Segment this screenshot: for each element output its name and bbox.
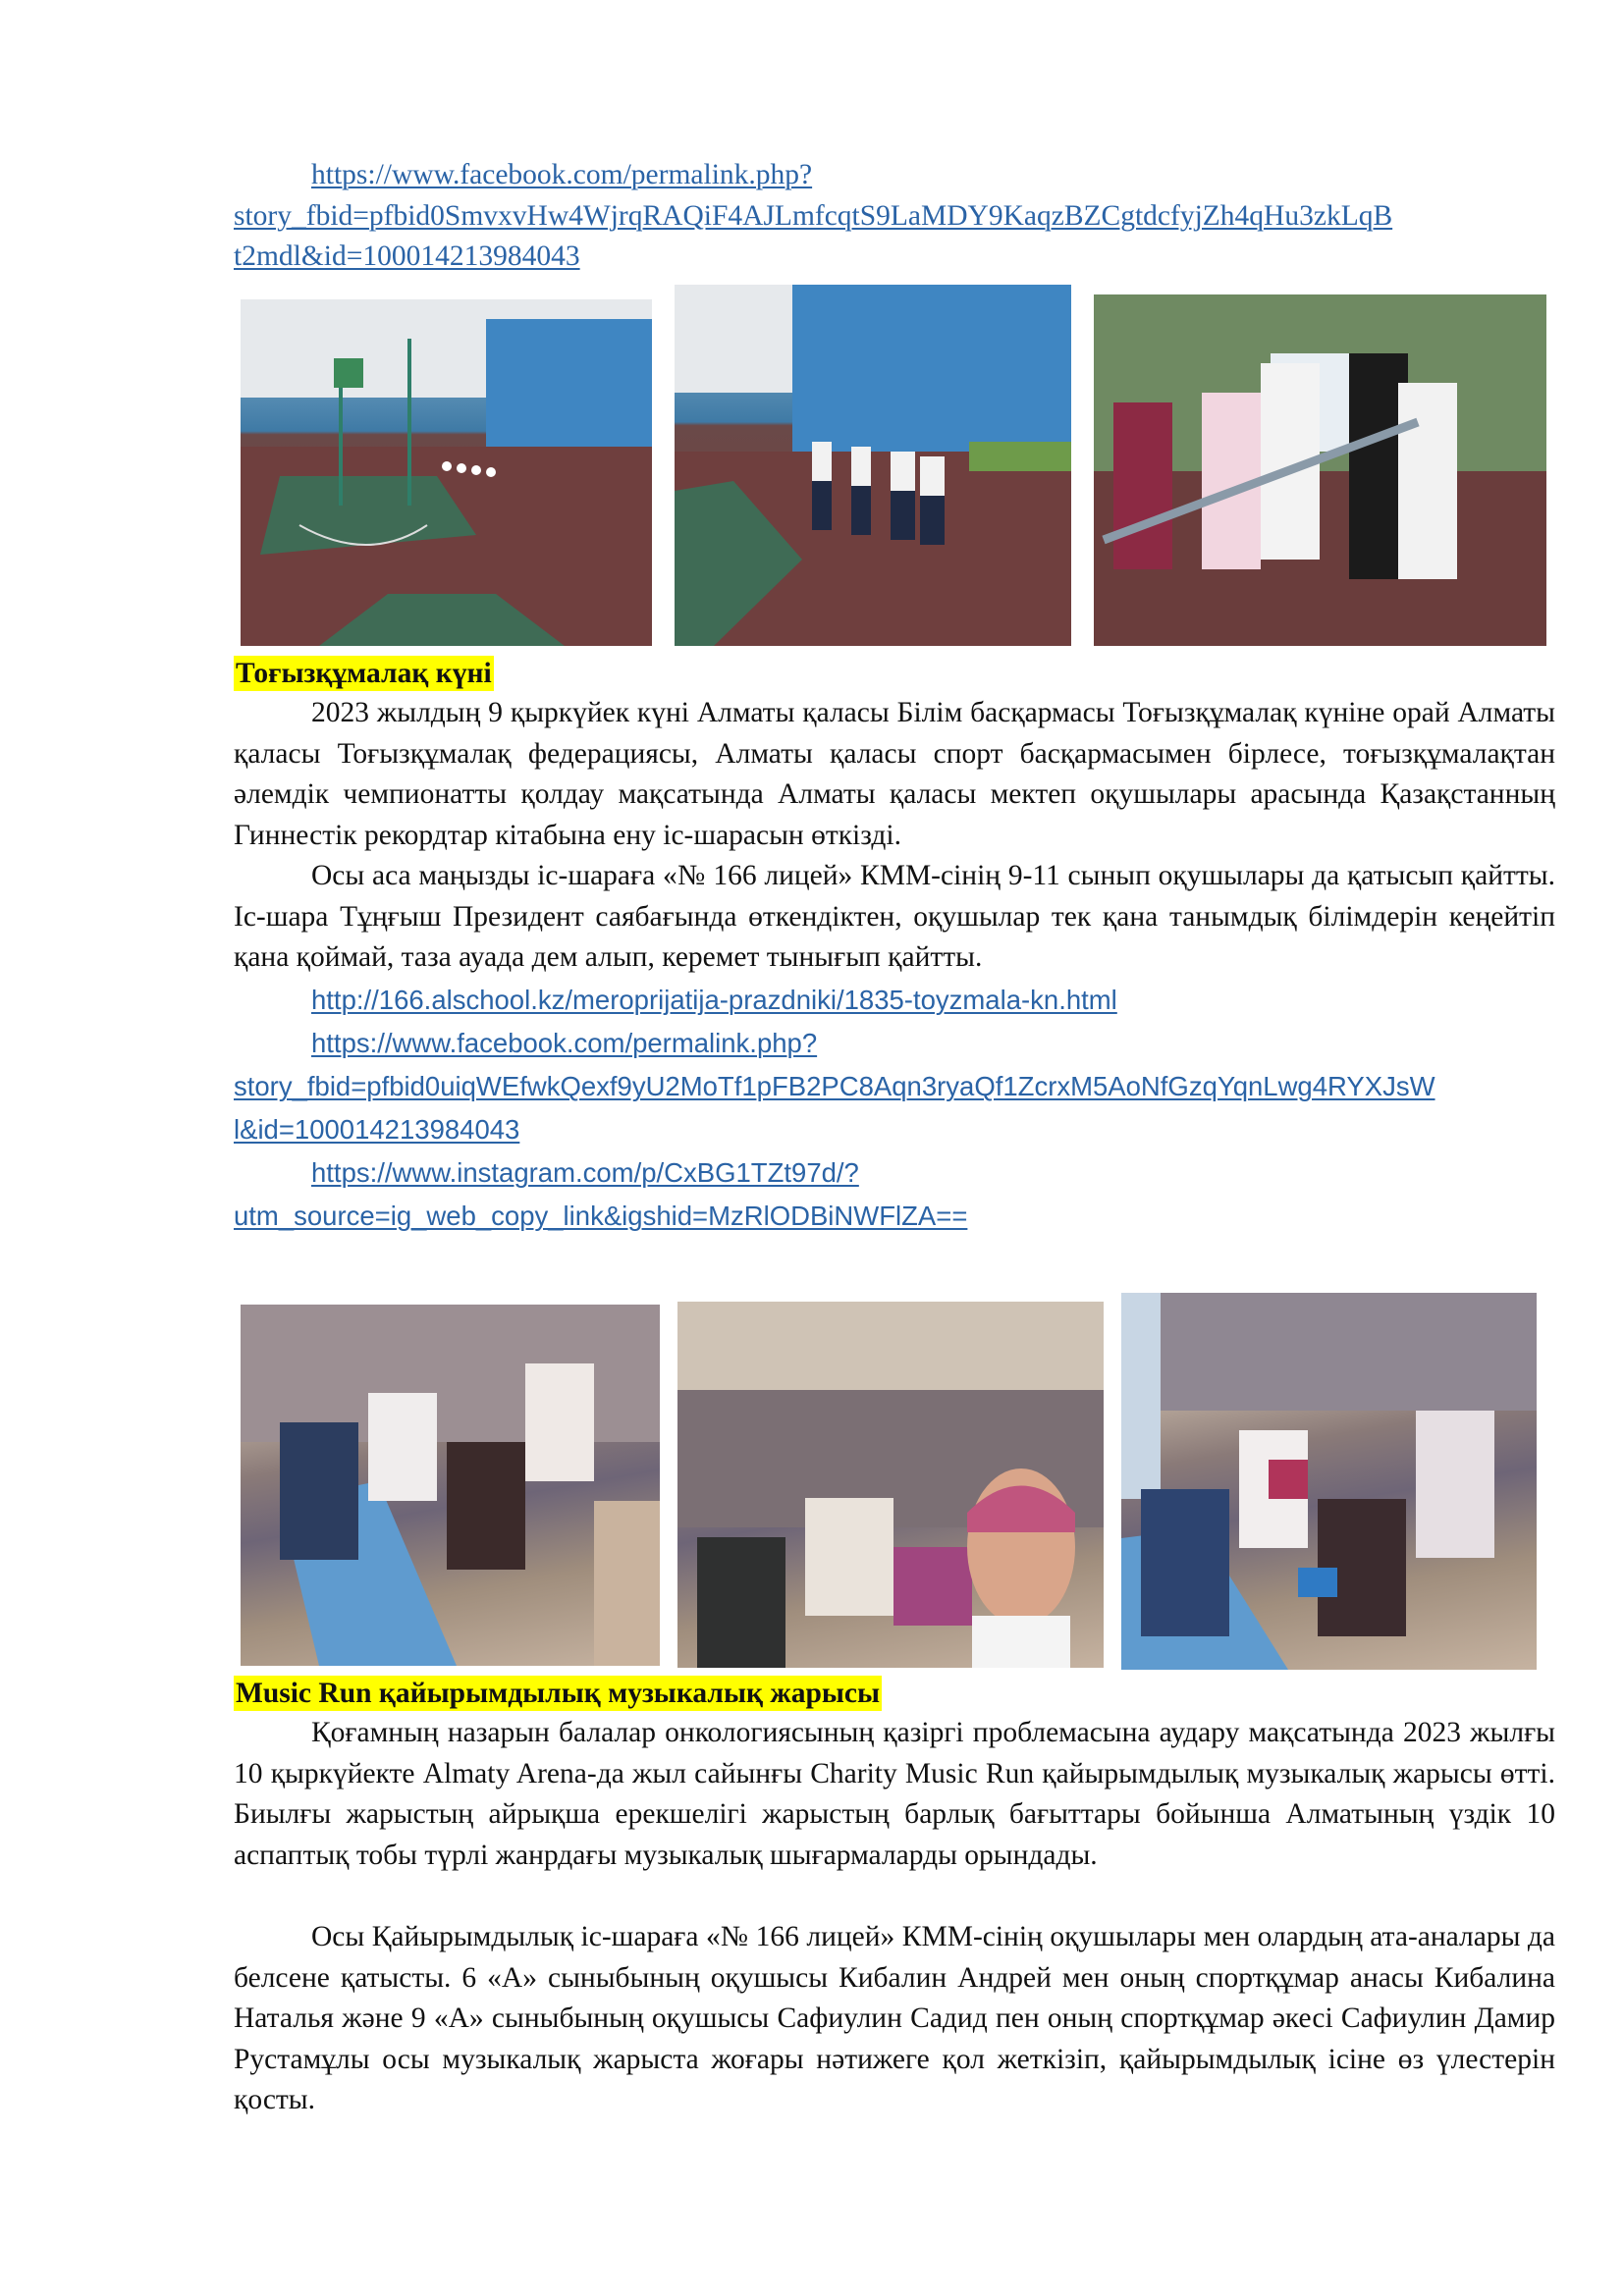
top-facebook-link-line3[interactable]: t2mdl&id=100014213984043	[234, 240, 580, 272]
facebook-link-line3[interactable]: l&id=100014213984043	[234, 1114, 520, 1145]
facebook-link-line1[interactable]: https://www.facebook.com/permalink.php?	[311, 1028, 818, 1058]
photo-court-tug-of-war-2	[675, 285, 1071, 646]
photo-music-run-selfie	[677, 1302, 1104, 1668]
photo-illustration	[1121, 1293, 1537, 1670]
instagram-link-line1[interactable]: https://www.instagram.com/p/CxBG1TZt97d/?	[311, 1157, 859, 1188]
section1-links	[234, 980, 1435, 1239]
section1-paragraph-2: Осы аса маңызды іс-шараға «№ 166 лицей» КММ-сінің 9-11 сынып оқушылары да қатысып қайтты. Іс-шара Тұңғыш Президент саябағында өткендіктен, оқушылар тек қана танымдық білімдерін кеңейтіп қана қоймай, таза ауада дем алып, керемет тынығып қайтты.	[234, 860, 1555, 973]
photo-illustration	[241, 1305, 660, 1666]
photo-music-run-3	[1121, 1293, 1537, 1670]
photo-illustration	[675, 285, 1071, 646]
top-facebook-link[interactable]	[234, 155, 1392, 278]
photo-music-run-1	[241, 1305, 660, 1666]
top-facebook-link-line2[interactable]: story_fbid=pfbid0SmvxvHw4WjrqRAQiF4AJLmfcqtS9LaMDY9KaqzBZCgtdcfyjZh4qHu3zkLqB	[234, 199, 1393, 232]
instagram-link-line2[interactable]: utm_source=ig_web_copy_link&igshid=MzRlODBiNWFlZA==	[234, 1201, 968, 1231]
photo-illustration	[1094, 294, 1546, 646]
photo-illustration	[677, 1302, 1104, 1668]
photo-court-tug-of-war-1	[241, 299, 652, 646]
section2-paragraph-2: Осы Қайырымдылық іс-шараға «№ 166 лицей» КММ-сінің оқушылары мен олардың ата-аналары да белсене қатысты. 6 «А» сыныбының оқушысы Кибалин Андрей мен оның спортқұмар анасы Кибалина Наталья және 9 «А» сыныбының оқушысы Сафиулин Садид пен оның спортқұмар әкесі Сафиулин Дамир Рустамұлы осы музыкалық жарыста жоғары нәтижеге қол жеткізіп, қайырымдылық ісіне өз үлестерін қосты.	[234, 1921, 1555, 2115]
school-website-link[interactable]: http://166.alschool.kz/meroprijatija-prazdniki/1835-toyzmala-kn.html	[311, 985, 1117, 1015]
photo-illustration	[241, 299, 652, 646]
facebook-link-line2[interactable]: story_fbid=pfbid0uiqWEfwkQexf9yU2MoTf1pFB2PC8Aqn3ryaQf1ZcrxM5AoNfGzqYqnLwg4RYXJsW	[234, 1071, 1435, 1101]
photo-children-rope	[1094, 294, 1546, 646]
top-facebook-link-line1[interactable]: https://www.facebook.com/permalink.php?	[311, 159, 813, 190]
section1-paragraph-1: 2023 жылдың 9 қыркүйек күні Алматы қаласы Білім басқармасы Тоғызқұмалақ күніне орай Алматы қаласы Тоғызқұмалақ федерациясы, Алматы қаласы спорт басқармасымен бірлесе, тоғызқұмалақтан әлемдік чемпионатты қолдау мақсатында Алматы қаласы мектеп оқушылары арасында Қазақстанның Гиннестік рекордтар кітабына ену іс-шарасын өткізді.	[234, 697, 1555, 851]
section2-paragraph-1: Қоғамның назарын балалар онкологиясының қазіргі проблемасына аудару мақсатында 2023 жылғы 10 қыркүйекте Almaty Arena-да жыл сайынғы Charity Music Run қайырымдылық музыкалық жарысы өтті. Биылғы жарыстың айрықша ерекшелігі жарыстың барлық бағыттары бойынша Алматының үздік 10 аспаптық тобы түрлі жанрдағы музыкалық шығармаларды орындады.	[234, 1717, 1555, 1871]
section-heading-togyzkumalak: Тоғызқұмалақ күні	[236, 658, 492, 689]
section-heading-music-run: Music Run қайырымдылық музыкалық жарысы	[236, 1678, 881, 1709]
